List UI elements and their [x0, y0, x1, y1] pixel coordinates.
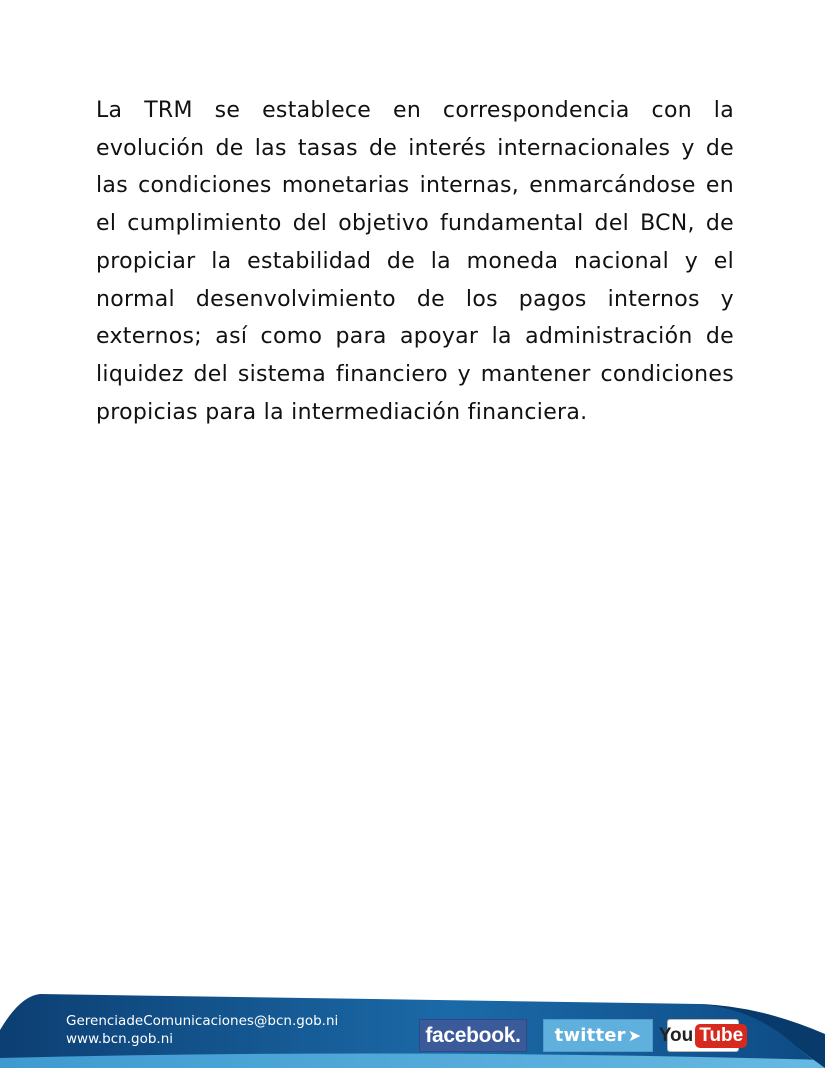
- facebook-label: facebook.: [425, 1023, 521, 1047]
- youtube-logo[interactable]: [658, 1019, 744, 1052]
- contact-email[interactable]: GerenciadeComunicaciones@bcn.gob.ni: [66, 1013, 339, 1029]
- body-paragraph: La TRM se establece en correspondencia con la evolución de las tasas de interés internacionales y de las condiciones monetarias internas, enmarcándose en el cumplimiento del objetivo fundamental del BCN, de propiciar la estabilidad de la moneda nacional y el normal desenvolvimiento de los pagos internos y externos; así como para apoyar la administración de liquidez del sistema financiero y mantener condiciones propicias para la intermediación financiera.: [96, 98, 734, 425]
- footer-band: [0, 990, 825, 1068]
- twitter-bird-icon: ➤: [627, 1026, 642, 1045]
- twitter-logo[interactable]: [543, 1019, 653, 1052]
- twitter-label: twitter: [554, 1025, 626, 1046]
- contact-info: [66, 1012, 338, 1048]
- contact-website[interactable]: www.bcn.gob.ni: [66, 1031, 174, 1047]
- youtube-tube-label: Tube: [695, 1024, 747, 1048]
- facebook-logo[interactable]: [419, 1019, 527, 1052]
- youtube-you-label: You: [658, 1024, 694, 1046]
